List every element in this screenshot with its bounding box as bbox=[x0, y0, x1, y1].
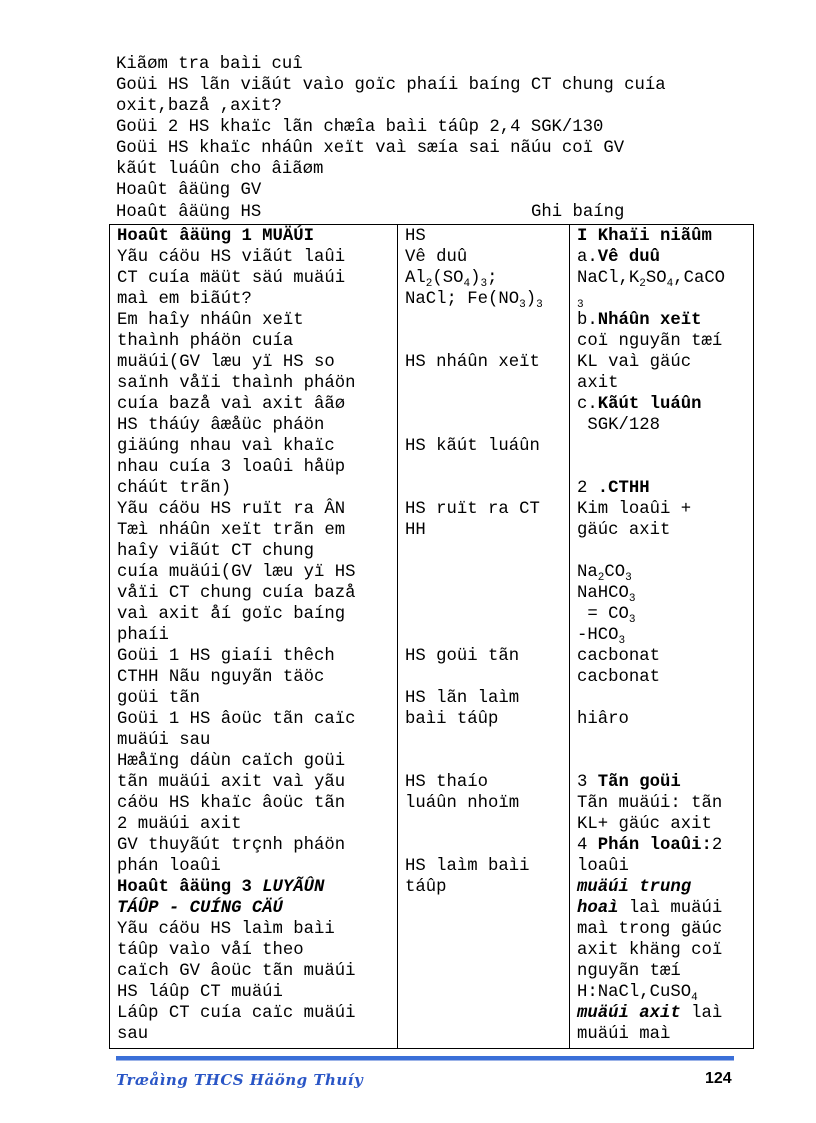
line-text: Kim loaûi + bbox=[577, 500, 692, 519]
cell-line bbox=[577, 688, 753, 709]
bold-italic-text: LUYÃÛN bbox=[262, 878, 325, 897]
line-text: KL+ gäúc axit bbox=[577, 815, 712, 834]
line-text: våïi CT chung cuía bazå bbox=[117, 584, 356, 603]
line-text: sau bbox=[117, 1025, 149, 1044]
table-row bbox=[110, 225, 754, 1049]
subscript: 3 bbox=[628, 593, 636, 605]
line-text: HS thaío bbox=[405, 773, 488, 792]
line-text: HS kãút luáûn bbox=[405, 437, 540, 456]
cell-line bbox=[577, 604, 753, 625]
cell-line bbox=[117, 1024, 397, 1045]
intro-text bbox=[116, 54, 756, 201]
cell-line bbox=[405, 310, 569, 331]
line-text: thaình pháön cuía bbox=[117, 332, 294, 351]
cell-line bbox=[117, 940, 397, 961]
intro-line: Goüi HS khaïc nháûn xeït vaì sæía sai nãúu coï GV bbox=[116, 139, 625, 158]
line-text: HS tháúy âæåüc pháön bbox=[117, 416, 325, 435]
subscript: 3 bbox=[625, 572, 632, 584]
cell-line bbox=[117, 268, 397, 289]
cell-line bbox=[577, 1024, 753, 1045]
cell-line bbox=[405, 730, 569, 751]
subscript: 2 bbox=[425, 278, 433, 290]
cell-line bbox=[405, 856, 569, 877]
cell-line bbox=[405, 499, 569, 520]
bold-text: Kãút luáûn bbox=[597, 395, 702, 414]
line-text: laì muäúi bbox=[618, 899, 723, 918]
cell-line bbox=[117, 289, 397, 310]
subscript: 2 bbox=[597, 572, 605, 584]
line-text: ,CaCO bbox=[673, 269, 726, 288]
line-text: muäúi sau bbox=[117, 731, 211, 750]
line-text: ; bbox=[487, 269, 498, 288]
cell-line bbox=[577, 877, 753, 898]
cell-line bbox=[405, 478, 569, 499]
cell-line bbox=[405, 688, 569, 709]
line-text: Na bbox=[577, 563, 598, 582]
line-text: caïch GV âoüc tãn muäúi bbox=[117, 962, 356, 981]
cell-line bbox=[405, 394, 569, 415]
intro-line: Kiãøm tra baìi cuî bbox=[116, 55, 303, 74]
line-text: Em haîy nháûn xeït bbox=[117, 311, 304, 330]
line-text: baìi táûp bbox=[405, 710, 499, 729]
intro-line: kãút luáûn cho âiãøm bbox=[116, 160, 324, 179]
line-text: coï nguyãn tæí bbox=[577, 332, 723, 351]
line-text: phán loaûi bbox=[117, 857, 221, 876]
cell-line bbox=[117, 541, 397, 562]
line-text: SO bbox=[645, 269, 667, 288]
line-text: Hoaût âäüng 1 MUÄÚI bbox=[117, 227, 315, 246]
cell-line bbox=[577, 352, 753, 373]
line-text: CTHH Nãu nguyãn täöc bbox=[117, 668, 325, 687]
cell-line bbox=[405, 625, 569, 646]
intro-line: oxit,bazå ,axit? bbox=[116, 97, 282, 116]
line-text: Tãn muäúi: tãn bbox=[577, 794, 723, 813]
cell-line bbox=[577, 625, 753, 646]
line-text: Láûp CT cuía caïc muäúi bbox=[117, 1004, 356, 1023]
line-text: Yãu cáöu HS viãút laûi bbox=[117, 248, 346, 267]
line-text: nhau cuía 3 loaûi håüp bbox=[117, 458, 346, 477]
cell-line bbox=[577, 898, 753, 919]
cell-line bbox=[577, 436, 753, 457]
cell-line bbox=[117, 856, 397, 877]
cell-line bbox=[405, 583, 569, 604]
line-text: cáöu HS khaïc âoüc tãn bbox=[117, 794, 346, 813]
cell-line bbox=[117, 835, 397, 856]
subscript: 4 bbox=[691, 992, 698, 1004]
bold-text: .CTHH bbox=[597, 479, 650, 498]
cell-line bbox=[117, 310, 397, 331]
cell-line bbox=[117, 226, 397, 247]
line-text: 2 muäúi axit bbox=[117, 815, 242, 834]
line-text: ) bbox=[525, 290, 537, 309]
bold-text: Tãn goüi bbox=[597, 773, 681, 792]
subscript: 2 bbox=[639, 278, 646, 290]
cell-line bbox=[117, 877, 397, 898]
cell-line bbox=[577, 583, 753, 604]
cell-line bbox=[405, 793, 569, 814]
cell-line bbox=[577, 856, 753, 877]
line-text: HS láûp CT muäúi bbox=[117, 983, 283, 1002]
line-text: a. bbox=[577, 248, 598, 267]
cell-line bbox=[117, 709, 397, 730]
cell-line bbox=[577, 667, 753, 688]
cell-line bbox=[577, 331, 753, 352]
line-text: axit bbox=[577, 374, 619, 393]
subscript: 3 bbox=[519, 299, 526, 311]
line-text: cuía bazå vaì axit âãø bbox=[117, 395, 346, 414]
cell-line bbox=[405, 247, 569, 268]
cell-line bbox=[577, 772, 753, 793]
line-text: CT cuía mäüt säú muäúi bbox=[117, 269, 346, 288]
cell-line bbox=[117, 919, 397, 940]
column-board-notes bbox=[570, 225, 754, 1049]
line-text: 4 bbox=[577, 836, 598, 855]
cell-line bbox=[117, 688, 397, 709]
cell-line bbox=[577, 814, 753, 835]
cell-line bbox=[117, 457, 397, 478]
cell-line bbox=[577, 541, 753, 562]
intro-line: Goüi 2 HS khaïc lãn chæîa baìi táûp 2,4 SGK/130 bbox=[116, 118, 604, 137]
line-text: HS lãn laìm bbox=[405, 689, 520, 708]
line-text: I Khaïi niãûm bbox=[577, 227, 712, 246]
line-text: CO bbox=[604, 563, 626, 582]
line-text: hiâro bbox=[577, 710, 629, 729]
line-text: goüi tãn bbox=[117, 689, 200, 708]
cell-line bbox=[405, 457, 569, 478]
line-text: luáûn nhoïm bbox=[405, 794, 520, 813]
subscript: 4 bbox=[463, 278, 471, 290]
cell-line bbox=[117, 352, 397, 373]
line-text: haîy viãút CT chung bbox=[117, 542, 315, 561]
line-text: tãn muäúi axit vaì yãu bbox=[117, 773, 346, 792]
cell-line bbox=[405, 751, 569, 772]
cell-line bbox=[405, 352, 569, 373]
line-text: maì trong gäúc bbox=[577, 920, 723, 939]
line-text: Vê duû bbox=[405, 248, 468, 267]
cell-line bbox=[117, 562, 397, 583]
line-text: Hæåïng dáùn caïch goüi bbox=[117, 752, 346, 771]
cell-line bbox=[405, 226, 569, 247]
line-text: laì bbox=[680, 1004, 723, 1023]
bold-text: Nháûn xeït bbox=[597, 311, 702, 330]
column-student-activity bbox=[398, 225, 570, 1049]
cell-line bbox=[405, 709, 569, 730]
cell-line bbox=[405, 604, 569, 625]
cell-line bbox=[117, 499, 397, 520]
cell-line bbox=[577, 562, 753, 583]
cell-line bbox=[405, 646, 569, 667]
subscript: 4 bbox=[666, 278, 674, 290]
cell-line bbox=[577, 961, 753, 982]
line-text: vaì axit åí goïc baíng bbox=[117, 605, 346, 624]
cell-line bbox=[577, 940, 753, 961]
cell-line bbox=[405, 835, 569, 856]
line-text: maì em biãút? bbox=[117, 290, 252, 309]
footer-school-name: Træåìng THCS Häöng Thuíy bbox=[116, 1071, 364, 1089]
line-text: táûp vaìo våí theo bbox=[117, 941, 304, 960]
line-text: muäúi(GV læu yï HS so bbox=[117, 353, 335, 372]
cell-line bbox=[577, 394, 753, 415]
subscript: 3 bbox=[577, 299, 584, 311]
cell-line bbox=[577, 793, 753, 814]
cell-line bbox=[577, 268, 753, 289]
cell-line bbox=[405, 772, 569, 793]
bold-italic-text: muäúi trung bbox=[577, 878, 692, 897]
cell-line bbox=[117, 730, 397, 751]
cell-line bbox=[577, 310, 753, 331]
line-text: TÁÛP - CUÍNG CÄÚ bbox=[117, 899, 283, 918]
line-text: Al bbox=[405, 269, 426, 288]
cell-line bbox=[577, 457, 753, 478]
line-text: NaCl; Fe(NO bbox=[405, 290, 520, 309]
line-text: cháút trãn) bbox=[117, 479, 232, 498]
cell-line bbox=[405, 877, 569, 898]
cell-line bbox=[577, 751, 753, 772]
bold-italic-text: muäúi axit bbox=[577, 1004, 681, 1023]
line-text: HS goüi tãn bbox=[405, 647, 520, 666]
column-teacher-activity bbox=[110, 225, 398, 1049]
line-text: c. bbox=[577, 395, 598, 414]
subscript: 3 bbox=[480, 278, 488, 290]
cell-line bbox=[117, 373, 397, 394]
line-text: nguyãn tæí bbox=[577, 962, 681, 981]
cell-line bbox=[117, 667, 397, 688]
line-text: 3 bbox=[577, 773, 598, 792]
line-text: HS laìm baìi bbox=[405, 857, 530, 876]
line-text: Yãu cáöu HS ruït ra ÂN bbox=[117, 500, 346, 519]
lesson-table bbox=[109, 224, 754, 1049]
line-text: cacbonat bbox=[577, 647, 660, 666]
line-text: HS bbox=[405, 227, 426, 246]
cell-line bbox=[577, 478, 753, 499]
cell-line bbox=[405, 436, 569, 457]
line-text: táûp bbox=[405, 878, 447, 897]
subscript: 3 bbox=[628, 614, 636, 626]
cell-line bbox=[577, 709, 753, 730]
cell-line bbox=[577, 982, 753, 1003]
line-text: giäúng nhau vaì khaïc bbox=[117, 437, 335, 456]
line-text: SGK/128 bbox=[577, 416, 660, 435]
cell-line bbox=[405, 373, 569, 394]
intro-line: Goüi HS lãn viãút vaìo goïc phaíi baíng CT chung cuía bbox=[116, 76, 666, 95]
page-number: 124 bbox=[705, 1070, 732, 1087]
cell-line bbox=[117, 415, 397, 436]
cell-line bbox=[117, 604, 397, 625]
cell-line bbox=[117, 247, 397, 268]
line-text: 2 bbox=[577, 479, 598, 498]
cell-line bbox=[577, 646, 753, 667]
cell-line bbox=[405, 667, 569, 688]
bold-text: Phán loaûi: bbox=[597, 836, 712, 855]
line-text: HS ruït ra CT bbox=[405, 500, 540, 519]
cell-line bbox=[405, 415, 569, 436]
cell-line bbox=[405, 289, 569, 310]
cell-line bbox=[577, 373, 753, 394]
cell-line bbox=[577, 226, 753, 247]
cell-line bbox=[117, 961, 397, 982]
line-text: saïnh våïi thaình pháön bbox=[117, 374, 356, 393]
header-label-hs: Hoaût âäüng HS bbox=[116, 203, 262, 222]
cell-line bbox=[577, 289, 753, 310]
line-text: axit khäng coï bbox=[577, 941, 723, 960]
line-text: muäúi maì bbox=[577, 1025, 671, 1044]
line-text: b. bbox=[577, 311, 598, 330]
line-text: ) bbox=[470, 269, 481, 288]
cell-line bbox=[117, 436, 397, 457]
cell-line bbox=[117, 982, 397, 1003]
cell-line bbox=[117, 814, 397, 835]
bold-text: Vê duû bbox=[597, 248, 660, 267]
intro-line: Hoaût âäüng GV bbox=[116, 181, 262, 200]
line-text: = CO bbox=[577, 605, 629, 624]
cell-line bbox=[577, 415, 753, 436]
cell-line bbox=[117, 331, 397, 352]
cell-line bbox=[577, 520, 753, 541]
line-text: Yãu cáöu HS laìm baìi bbox=[117, 920, 335, 939]
line-text: gäúc axit bbox=[577, 521, 671, 540]
line-text: cuía muäúi(GV læu yï HS bbox=[117, 563, 356, 582]
line-text: -HCO bbox=[577, 626, 619, 645]
subscript: 3 bbox=[536, 299, 543, 311]
bold-text: Hoaût âäüng 3 bbox=[117, 878, 263, 897]
line-text: NaCl,K bbox=[577, 269, 640, 288]
cell-line bbox=[117, 793, 397, 814]
table-header-labels bbox=[116, 202, 756, 223]
cell-line bbox=[405, 814, 569, 835]
line-text: 2 bbox=[711, 836, 723, 855]
line-text: Goüi 1 HS âoüc tãn caïc bbox=[117, 710, 356, 729]
cell-line bbox=[577, 919, 753, 940]
cell-line bbox=[577, 730, 753, 751]
line-text: GV thuyãút trçnh pháön bbox=[117, 836, 346, 855]
cell-line bbox=[117, 478, 397, 499]
line-text: KL vaì gäúc bbox=[577, 353, 692, 372]
line-text: HH bbox=[405, 521, 426, 540]
line-text: cacbonat bbox=[577, 668, 660, 687]
cell-line bbox=[117, 1003, 397, 1024]
line-text: H:NaCl,CuSO bbox=[577, 983, 692, 1002]
cell-line bbox=[117, 625, 397, 646]
line-text: HS nháûn xeït bbox=[405, 353, 540, 372]
footer-rule bbox=[116, 1056, 734, 1061]
cell-line bbox=[577, 499, 753, 520]
cell-line bbox=[117, 583, 397, 604]
cell-line bbox=[405, 268, 569, 289]
line-text: phaíi bbox=[117, 626, 169, 645]
cell-line bbox=[117, 520, 397, 541]
cell-line bbox=[405, 331, 569, 352]
cell-line bbox=[117, 898, 397, 919]
cell-line bbox=[405, 520, 569, 541]
cell-line bbox=[117, 646, 397, 667]
line-text: Tæì nháûn xeït trãn em bbox=[117, 521, 346, 540]
subscript: 3 bbox=[618, 635, 626, 647]
cell-line bbox=[577, 247, 753, 268]
line-text: loaûi bbox=[577, 857, 629, 876]
cell-line bbox=[577, 1003, 753, 1024]
line-text: NaHCO bbox=[577, 584, 629, 603]
cell-line bbox=[405, 541, 569, 562]
cell-line bbox=[117, 751, 397, 772]
bold-italic-text: hoaì bbox=[577, 899, 619, 918]
cell-line bbox=[405, 562, 569, 583]
header-label-ghi-bang: Ghi baíng bbox=[531, 203, 625, 222]
cell-line bbox=[117, 772, 397, 793]
cell-line bbox=[577, 835, 753, 856]
line-text: Goüi 1 HS giaíi thêch bbox=[117, 647, 335, 666]
cell-line bbox=[117, 394, 397, 415]
line-text: (SO bbox=[432, 269, 464, 288]
